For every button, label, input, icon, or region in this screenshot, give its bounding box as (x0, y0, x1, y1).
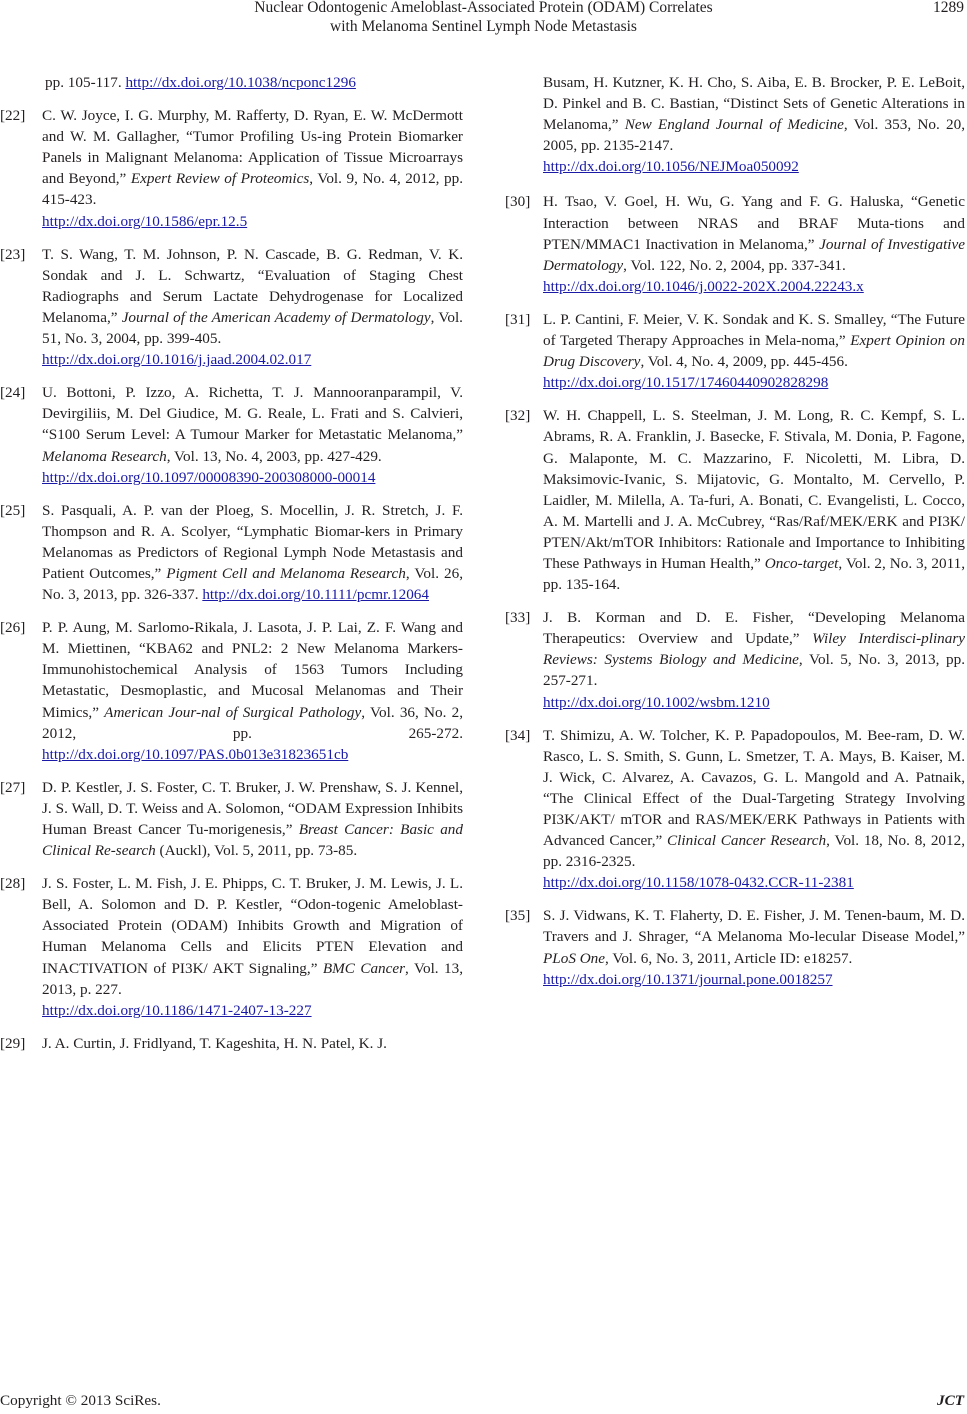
reference-number: [32] (505, 407, 531, 425)
right-column (505, 72, 965, 1002)
doi-link[interactable]: http://dx.doi.org/10.1517/17460440902828298 (543, 374, 829, 392)
journal-name: Breast Cancer: Basic and Clinical Re-search (42, 821, 463, 860)
journal-name: Expert Review of Proteomics (130, 170, 310, 188)
reference-text: C. W. Joyce, I. G. Murphy, M. Rafferty, D. Ryan, E. W. McDermott and W. M. Gallagher, “Tumor Profiling Us-ing Protein Biomarker Panels in Malignant Melanoma: Application of Tissue Microarrays and Beyond,” (42, 107, 463, 188)
reference-details: , Vol. 4, No. 4, 2009, pp. 445-456. (640, 353, 848, 371)
reference-text: S. J. Vidwans, K. T. Flaherty, D. E. Fisher, J. M. Tenen-baum, M. D. Travers and J. Shrager, “A Melanoma Mo-lecular Disease Model,” (543, 907, 965, 946)
copyright-notice: Copyright © 2013 SciRes. (0, 1392, 161, 1409)
running-title-line-2: with Melanoma Sentinel Lymph Node Metastasis (330, 18, 637, 35)
reference-entry (505, 725, 965, 894)
reference-entry (0, 617, 463, 765)
doi-link[interactable]: http://dx.doi.org/10.1186/1471-2407-13-227 (42, 1001, 312, 1019)
journal-name: Pigment Cell and Melanoma Research (166, 564, 406, 582)
reference-entry (505, 607, 965, 712)
reference-details: , Vol. 51, No. 3, 2004, pp. 399-405. (42, 308, 463, 348)
reference-text: L. P. Cantini, F. Meier, V. K. Sondak and K. S. Smalley, “The Future of Targeted Therapy Approaches in Mela-noma,” (543, 310, 965, 350)
reference-entry (0, 1033, 463, 1054)
reference-number: [23] (0, 245, 26, 263)
reference-details: , Vol. 13, 2013, p. 227. (42, 959, 463, 998)
journal-name: New England Journal of Medicine (624, 116, 844, 134)
reference-text: J. A. Curtin, J. Fridlyand, T. Kageshita, H. N. Patel, K. J. (42, 1034, 387, 1052)
reference-text: U. Bottoni, P. Izzo, A. Richetta, T. J. Mannooranparampil, V. Devirgiliis, M. Del Giudice, M. G. Reale, L. Frati and S. Calvieri, “S100 Serum Level: A Tumour Marker for Metastatic Melanoma,” (42, 384, 463, 444)
reference-details: , Vol. 6, No. 3, 2011, Article ID: e18257. (605, 949, 853, 967)
reference-entry (0, 382, 463, 487)
reference-details: , Vol. 18, No. 8, 2012, pp. 2316-2325. (543, 832, 966, 871)
journal-name: Wiley Interdisci-plinary Reviews: Systems Biology and Medicine (543, 630, 965, 669)
reference-number: [27] (0, 778, 26, 796)
reference-text: T. S. Wang, T. M. Johnson, P. N. Cascade, B. G. Redman, V. K. Sondak and J. L. Schwartz, “Evaluation of Staging Chest Radiographs and Serum Lactate Dehydrogenase for Localized Melanoma,” (42, 245, 463, 326)
running-title-line-1: Nuclear Odontogenic Ameloblast-Associated Protein (ODAM) Correlates (254, 0, 713, 16)
doi-link[interactable]: http://dx.doi.org/10.1158/1078-0432.CCR-11-2381 (543, 874, 854, 892)
reference-list (505, 191, 965, 989)
reference-entry (505, 405, 965, 595)
doi-link[interactable]: http://dx.doi.org/10.1097/PAS.0b013e31823651cb (42, 745, 349, 763)
reference-details: , Vol. 36, No. 2, 2012, pp. 265-272. (42, 703, 464, 742)
journal-name: PLoS One (543, 949, 606, 967)
doi-link[interactable]: http://dx.doi.org/10.1586/epr.12.5 (42, 212, 248, 230)
reference-entry (0, 777, 463, 861)
reference-details: , Vol. 2, No. 3, 2011, pp. 135-164. (543, 554, 965, 594)
reference-text: S. Pasquali, A. P. van der Ploeg, S. Mocellin, J. R. Stretch, J. F. Thompson and R. A. Scolyer, “Lymphatic Biomar-kers in Primary Melanomas as Predictors of Regional Lymph Node Metastasis and Patient Outcomes,” (42, 501, 463, 582)
journal-name: Journal of the American Academy of Dermatology (121, 308, 431, 326)
reference-text: P. P. Aung, M. Sarlomo-Rikala, J. Lasota, J. P. Lai, Z. F. Wang and M. Miettinen, “KBA62 and PNL2: 2 New Melanoma Markers-Immunohistochemical Analysis of 1563 Tumors Including Metastatic, Desmoplastic, and Mucosal Melanomas and Their Mimics,” (42, 619, 463, 721)
reference-text: H. Tsao, V. Goel, H. Wu, G. Yang and F. G. Haluska, “Genetic Interaction between NRAS and BRAF Muta-tions and PTEN/MMAC1 Inactivation in Melanoma,” (543, 193, 965, 253)
journal-name: Melanoma Research (42, 447, 167, 465)
reference-entry (505, 309, 965, 393)
journal-abbreviation: JCT (936, 1392, 964, 1409)
reference-number: [31] (505, 310, 531, 328)
reference-entry (0, 244, 463, 371)
journal-name: Onco-target (764, 554, 839, 572)
reference-number: [24] (0, 384, 26, 402)
doi-link[interactable]: http://dx.doi.org/10.1016/j.jaad.2004.02.017 (42, 351, 312, 369)
doi-link[interactable]: http://dx.doi.org/10.1371/journal.pone.0018257 (543, 970, 833, 988)
reference-number: [34] (505, 726, 531, 744)
page-number: 1289 (933, 0, 964, 16)
reference-details: (Auckl), Vol. 5, 2011, pp. 73-85. (155, 842, 358, 860)
reference-details: , Vol. 9, No. 4, 2012, pp. 415-423. (42, 170, 464, 209)
reference-details: , Vol. 353, No. 20, 2005, pp. 2135-2147. (543, 116, 966, 155)
reference-number: [25] (0, 501, 26, 519)
reference-entry (505, 191, 965, 296)
journal-name: Expert Opinion on Drug Discovery (543, 332, 965, 371)
reference-details: , Vol. 5, No. 3, 2013, pp. 257-271. (543, 651, 966, 690)
reference-entry (505, 905, 965, 989)
doi-link[interactable]: http://dx.doi.org/10.1097/00008390-200308000-00014 (42, 468, 376, 486)
reference-details: , Vol. 26, No. 3, 2013, pp. 326-337. (42, 564, 463, 604)
reference-number: [22] (0, 107, 26, 125)
reference-entry (0, 500, 463, 605)
reference-number: [33] (505, 609, 531, 627)
reference-entry (0, 105, 463, 232)
left-column (0, 72, 463, 1066)
doi-link[interactable]: http://dx.doi.org/10.1056/NEJMoa050092 (543, 158, 799, 176)
doi-link[interactable]: http://dx.doi.org/10.1002/wsbm.1210 (543, 693, 770, 711)
journal-name: BMC Cancer (322, 959, 406, 977)
reference-text: T. Shimizu, A. W. Tolcher, K. P. Papadopoulos, M. Bee-ram, D. W. Rasco, L. S. Smith, S. Gunn, L. Smetzer, T. A. Mays, B. Kaiser, M. J. Wick, C. Alvarez, A. Cavazos, G. L. Mangold and A. Patnaik, “The Clinical Effect of the Dual-Targeting Strategy Involving PI3K/AKT/ mTOR and RAS/MEK/ERK Pathways in Patients with Advanced Cancer,” (543, 726, 965, 850)
reference-text: pp. 105-117. (45, 74, 126, 91)
reference-text: Busam, H. Kutzner, K. H. Cho, S. Aiba, E. B. Brocker, P. E. LeBoit, D. Pinkel and B. C. Bastian, “Distinct Sets of Genetic Alterations in Melanoma,” (543, 74, 965, 134)
reference-continuation (505, 72, 965, 177)
reference-text: J. B. Korman and D. E. Fisher, “Developing Melanoma Therapeutics: Overview and Update,” (543, 609, 965, 648)
reference-text: W. H. Chappell, L. S. Steelman, J. M. Long, R. C. Kempf, S. L. Abrams, R. A. Franklin, J. Basecke, F. Stivala, M. Donia, P. Fagone, G. Malaponte, M. C. Mazzarino, F. Nicoletti, M. Libra, D. Maksimovic-Ivanic, S. Mijatovic, G. Montalto, M. Cervello, P. Laidler, M. Milella, A. Ta-furi, A. Bonati, C. Evangelisti, L. Cocco, A. M. Martelli and J. A. McCubrey, “Ras/Raf/MEK/ERK and PI3K/ PTEN/Akt/mTOR Inhibitors: Rationale and Importance to Inhibiting These Pathways in Human Health,” (543, 407, 965, 572)
journal-name: American Jour-nal of Surgical Pathology (104, 703, 362, 721)
journal-name: Journal of Investigative Dermatology (543, 235, 965, 274)
doi-link[interactable]: http://dx.doi.org/10.1038/ncponc1296 (125, 74, 356, 91)
reference-number: [28] (0, 875, 26, 893)
reference-number: [26] (0, 619, 26, 637)
reference-continuation (0, 72, 463, 93)
running-header (0, 0, 967, 44)
doi-link[interactable]: http://dx.doi.org/10.1046/j.0022-202X.2004.22243.x (543, 277, 864, 295)
reference-number: [30] (505, 193, 531, 211)
reference-number: [29] (0, 1034, 26, 1052)
reference-details: , Vol. 122, No. 2, 2004, pp. 337-341. (623, 256, 846, 274)
reference-list (0, 105, 463, 1054)
journal-name: Clinical Cancer Research (667, 832, 827, 850)
reference-entry (0, 873, 463, 1021)
reference-number: [35] (505, 907, 531, 925)
reference-details: , Vol. 13, No. 4, 2003, pp. 427-429. (166, 447, 382, 465)
doi-link[interactable]: http://dx.doi.org/10.1111/pcmr.12064 (202, 586, 429, 604)
reference-text: J. S. Foster, L. M. Fish, J. E. Phipps, C. T. Bruker, J. M. Lewis, J. L. Bell, A. Solomon and D. P. Kestler, “Odon-togenic Ameloblast-Associated Protein (ODAM) Inhibits Growth and Migration of Human Melanoma Cells and Elicits PTEN Elevation and INACTIVATION of PI3K/ AKT Signaling,” (42, 875, 463, 977)
page-footer (0, 1392, 967, 1414)
reference-text: D. P. Kestler, J. S. Foster, C. T. Bruker, J. W. Prenshaw, S. J. Kennel, J. S. Wall, D. T. Weiss and A. Solomon, “ODAM Expression Inhibits Human Breast Cancer Tu-morigenesis,” (42, 778, 463, 838)
